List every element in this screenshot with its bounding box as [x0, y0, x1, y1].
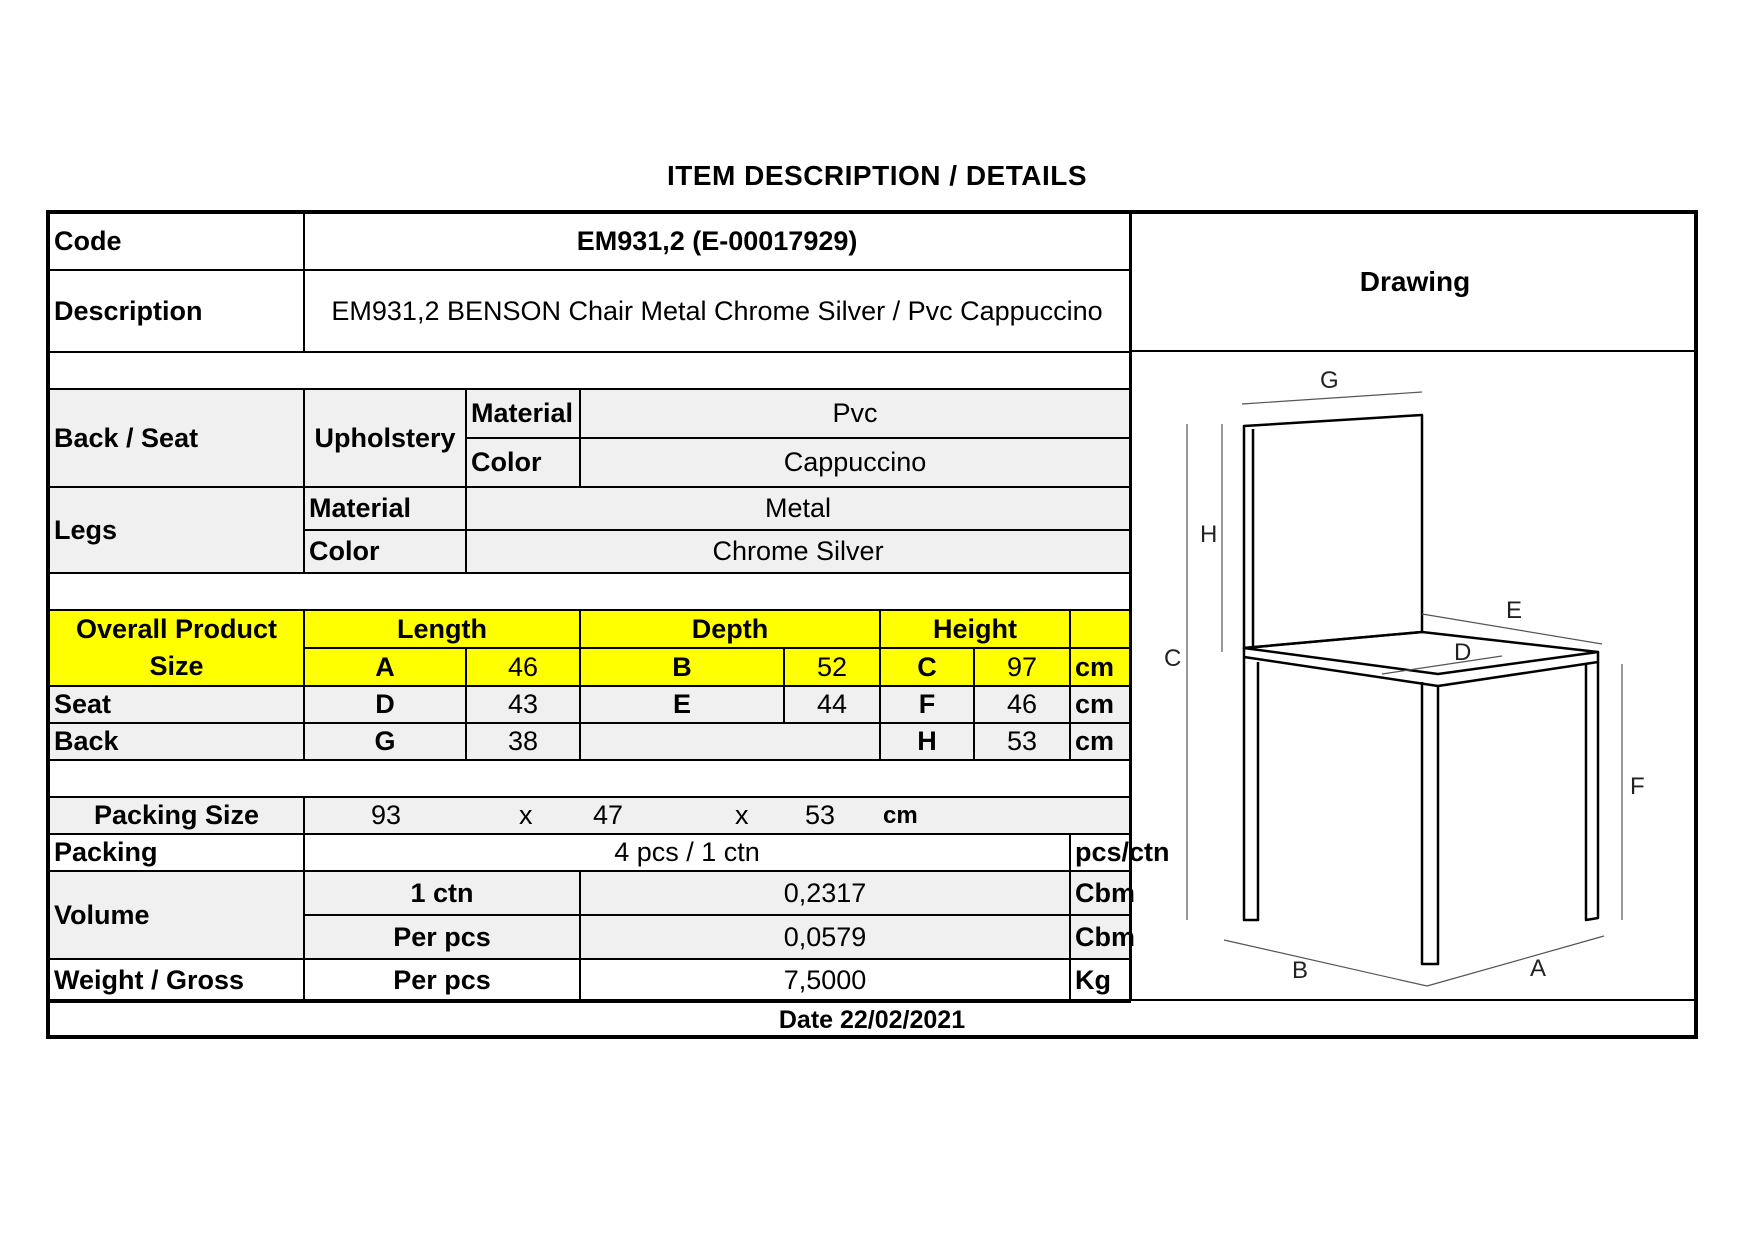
packing-size-values [304, 797, 1130, 834]
dim-letter-c: C [1164, 645, 1182, 672]
packing-value: 4 pcs / 1 ctn [304, 834, 1070, 871]
volume-pcs-value: 0,0579 [580, 915, 1070, 959]
volume-ctn-unit: Cbm [1070, 871, 1130, 915]
description-value: EM931,2 BENSON Chair Metal Chrome Silver / Pvc Cappuccino [304, 270, 1130, 352]
upholstery-label: Upholstery [304, 389, 466, 487]
value-e: 44 [784, 686, 880, 723]
value-g: 38 [466, 723, 580, 760]
depth-header: Depth [580, 610, 880, 648]
code-value: EM931,2 (E-00017929) [304, 214, 1130, 270]
dimension-letters [1164, 367, 1645, 984]
empty-cell [580, 723, 880, 760]
item-details-sheet [46, 210, 1698, 1039]
dim-d-line [1382, 656, 1502, 674]
dim-letter-a: A [1530, 955, 1547, 982]
letter-a: A [304, 648, 466, 686]
value-c: 97 [974, 648, 1070, 686]
packing-size-unit: cm [883, 802, 918, 829]
letter-f: F [880, 686, 974, 723]
back-seat-color-label: Color [466, 438, 580, 487]
back-seat-color-value: Cappuccino [580, 438, 1130, 487]
dim-letter-d: D [1454, 639, 1472, 666]
unit-seat: cm [1070, 686, 1130, 723]
packing-unit: pcs/ctn [1070, 834, 1130, 871]
packing-size-label: Packing Size [50, 797, 304, 834]
dim-letter-e: E [1506, 597, 1523, 624]
packing-height: 53 [805, 800, 836, 830]
overall-size-label: Overall Product Size [50, 610, 304, 686]
drawing-panel [1130, 214, 1698, 999]
packing-x-2: x [735, 800, 749, 830]
packing-x-1: x [519, 800, 533, 830]
weight-value: 7,5000 [580, 959, 1070, 1002]
value-b: 52 [784, 648, 880, 686]
volume-ctn-label: 1 ctn [304, 871, 580, 915]
seat-front-edge [1244, 648, 1598, 686]
packing-length: 93 [371, 800, 402, 830]
letter-e: E [580, 686, 784, 723]
length-header: Length [304, 610, 580, 648]
value-d: 43 [466, 686, 580, 723]
unit-overall: cm [1070, 648, 1130, 686]
spec-table [50, 214, 1170, 1003]
front-left-leg [1422, 682, 1438, 964]
dim-letter-b: B [1292, 957, 1309, 984]
code-label: Code [50, 214, 304, 270]
dim-a-line [1427, 936, 1604, 986]
legs-label: Legs [50, 487, 304, 573]
page-title: ITEM DESCRIPTION / DETAILS [666, 160, 1088, 191]
front-right-leg [1586, 662, 1598, 920]
packing-width: 47 [593, 800, 624, 830]
drawing-header: Drawing [1132, 214, 1698, 352]
letter-c: C [880, 648, 974, 686]
value-h: 53 [974, 723, 1070, 760]
volume-ctn-value: 0,2317 [580, 871, 1070, 915]
seat-label: Seat [50, 686, 304, 723]
letter-g: G [304, 723, 466, 760]
volume-label: Volume [50, 871, 304, 959]
back-seat-label: Back / Seat [50, 389, 304, 487]
back-seat-material-label: Material [466, 389, 580, 438]
back-label: Back [50, 723, 304, 760]
chair-outline [1244, 415, 1598, 964]
date-footer: Date 22/02/2021 [50, 999, 1694, 1039]
height-header: Height [880, 610, 1070, 648]
volume-pcs-unit: Cbm [1070, 915, 1130, 959]
value-a: 46 [466, 648, 580, 686]
volume-pcs-label: Per pcs [304, 915, 580, 959]
unit-back: cm [1070, 723, 1130, 760]
letter-h: H [880, 723, 974, 760]
dim-letter-g: G [1320, 367, 1339, 394]
description-label: Description [50, 270, 304, 352]
legs-material-value: Metal [466, 487, 1130, 530]
back-left-leg [1244, 657, 1258, 920]
legs-color-label: Color [304, 530, 466, 573]
packing-label: Packing [50, 834, 304, 871]
value-f: 46 [974, 686, 1070, 723]
unit-header [1070, 610, 1130, 648]
chair-drawing [1132, 352, 1698, 997]
weight-unit: Kg [1070, 959, 1130, 1002]
weight-label: Weight / Gross [50, 959, 304, 1002]
weight-per-pcs-label: Per pcs [304, 959, 580, 1002]
dim-letter-h: H [1200, 521, 1218, 548]
dim-b-line [1224, 940, 1427, 986]
legs-color-value: Chrome Silver [466, 530, 1130, 573]
letter-d: D [304, 686, 466, 723]
spacer-row [50, 760, 1130, 797]
spacer-row [50, 352, 1130, 389]
chair-backrest [1244, 415, 1422, 648]
back-seat-material-value: Pvc [580, 389, 1130, 438]
legs-material-label: Material [304, 487, 466, 530]
letter-b: B [580, 648, 784, 686]
dim-letter-f: F [1630, 773, 1645, 800]
spacer-row [50, 573, 1130, 610]
